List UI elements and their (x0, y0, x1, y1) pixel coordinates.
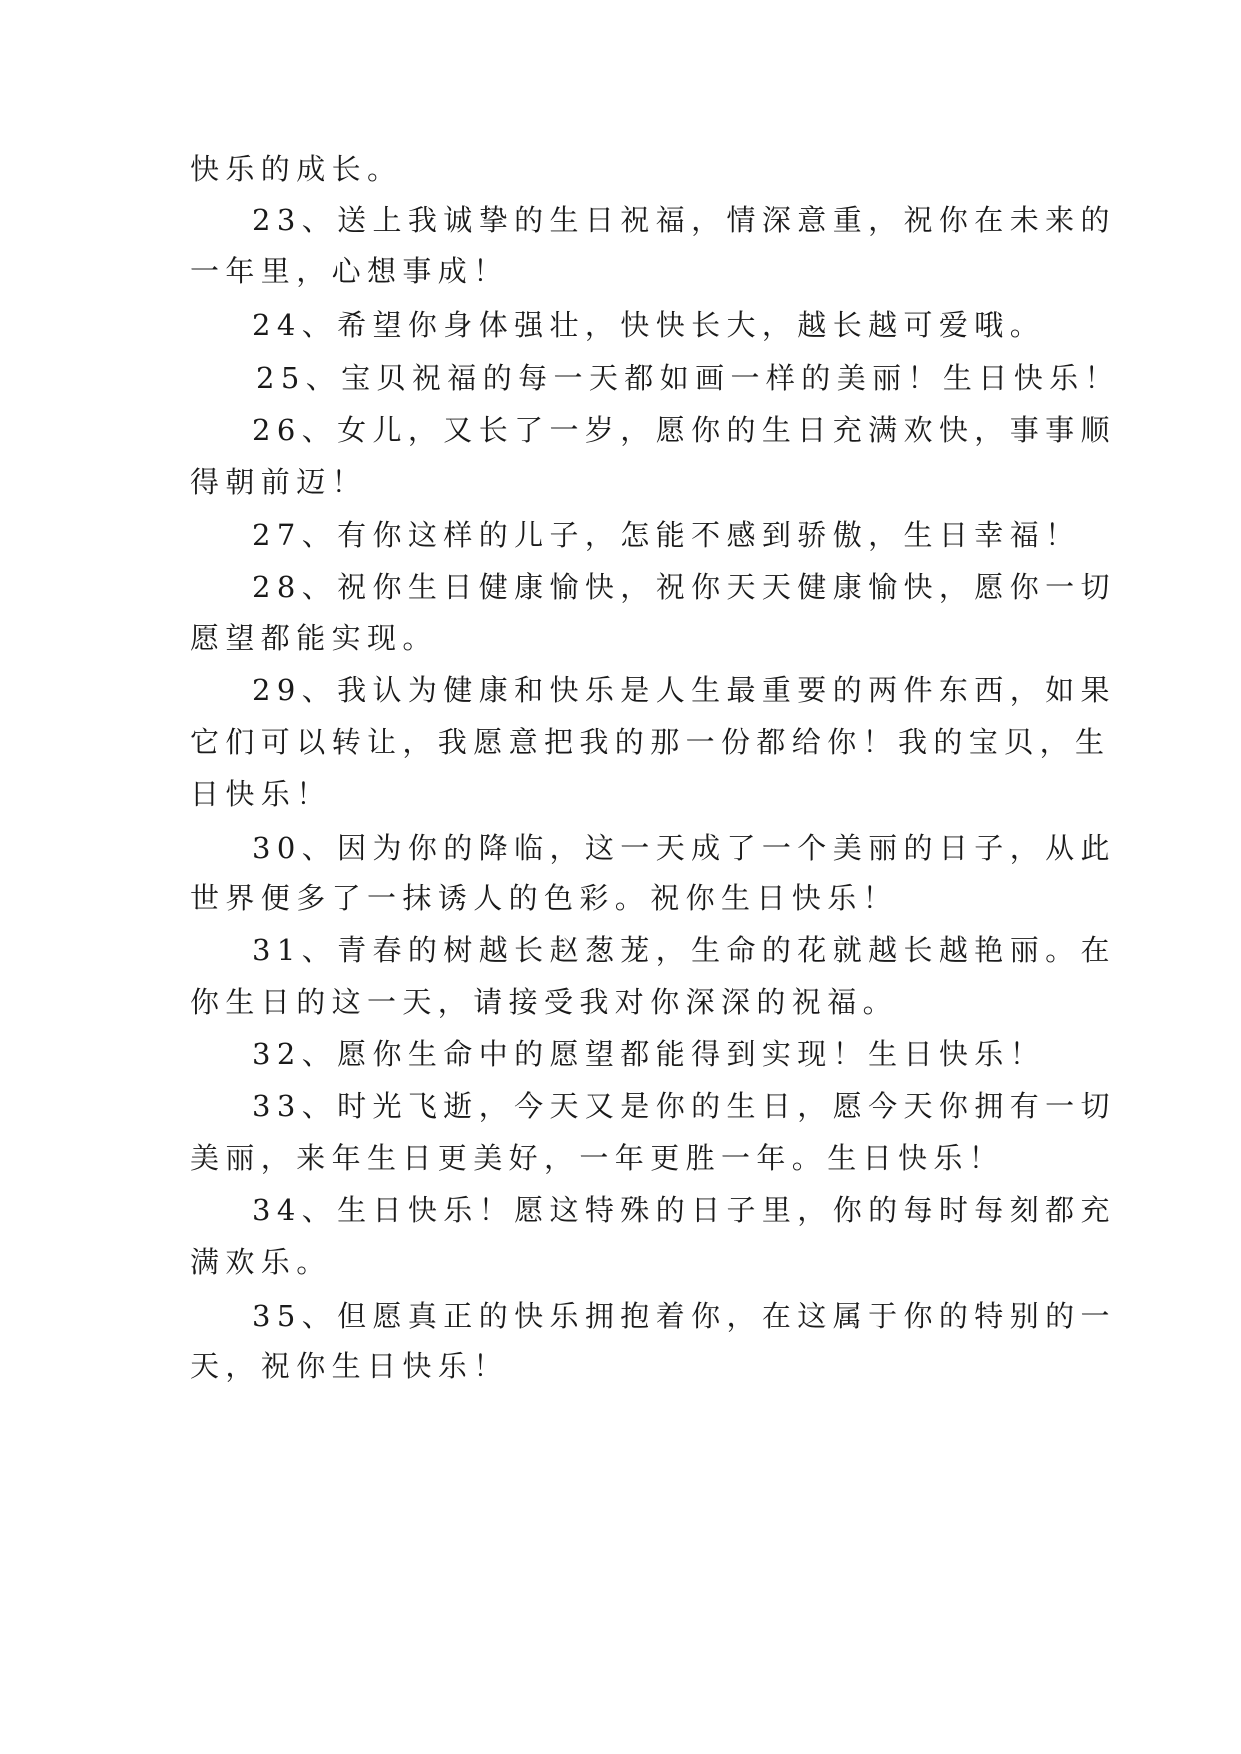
wish-34-line-2: 满欢乐。 (190, 1245, 332, 1279)
wish-26-line-2: 得朝前迈！ (190, 465, 368, 499)
wish-35-line-2: 天，祝你生日快乐！ (190, 1349, 509, 1383)
wish-30-line-1: 30、因为你的降临，这一天成了一个美丽的日子，从此 (252, 831, 1116, 865)
wish-29-line-2: 它们可以转让，我愿意把我的那一份都给你！我的宝贝，生 (190, 725, 1111, 759)
wish-24-line-1: 24、希望你身体强壮，快快长大，越长越可爱哦。 (252, 308, 1046, 342)
wish-30-line-2: 世界便多了一抹诱人的色彩。祝你生日快乐！ (190, 881, 899, 915)
wish-31-line-1: 31、青春的树越长赵葱茏，生命的花就越长越艳丽。在 (252, 933, 1116, 967)
wish-26-line-1: 26、女儿，又长了一岁，愿你的生日充满欢快，事事顺 (252, 413, 1116, 447)
wish-29-line-3: 日快乐！ (190, 777, 332, 811)
wish-28-line-1: 28、祝你生日健康愉快，祝你天天健康愉快，愿你一切 (252, 570, 1116, 604)
text-line: 快乐的成长。 (190, 152, 403, 186)
wish-23-line-1: 23、送上我诚挚的生日祝福，情深意重，祝你在未来的 (252, 203, 1116, 237)
wish-27-line-1: 27、有你这样的儿子，怎能不感到骄傲，生日幸福！ (252, 518, 1081, 552)
wish-32-line-1: 32、愿你生命中的愿望都能得到实现！生日快乐！ (252, 1037, 1046, 1071)
wish-31-line-2: 你生日的这一天，请接受我对你深深的祝福。 (190, 985, 899, 1019)
wish-28-line-2: 愿望都能实现。 (190, 621, 438, 655)
wish-33-line-2: 美丽，来年生日更美好，一年更胜一年。生日快乐！ (190, 1141, 1005, 1175)
wish-25-line-1: 25、宝贝祝福的每一天都如画一样的美丽！生日快乐！ (256, 361, 1120, 395)
wish-33-line-1: 33、时光飞逝，今天又是你的生日，愿今天你拥有一切 (252, 1089, 1116, 1123)
wish-29-line-1: 29、我认为健康和快乐是人生最重要的两件东西，如果 (252, 673, 1116, 707)
wish-23-line-2: 一年里，心想事成！ (190, 254, 509, 288)
wish-34-line-1: 34、生日快乐！愿这特殊的日子里，你的每时每刻都充 (252, 1193, 1116, 1227)
wish-35-line-1: 35、但愿真正的快乐拥抱着你，在这属于你的特别的一 (252, 1299, 1116, 1333)
